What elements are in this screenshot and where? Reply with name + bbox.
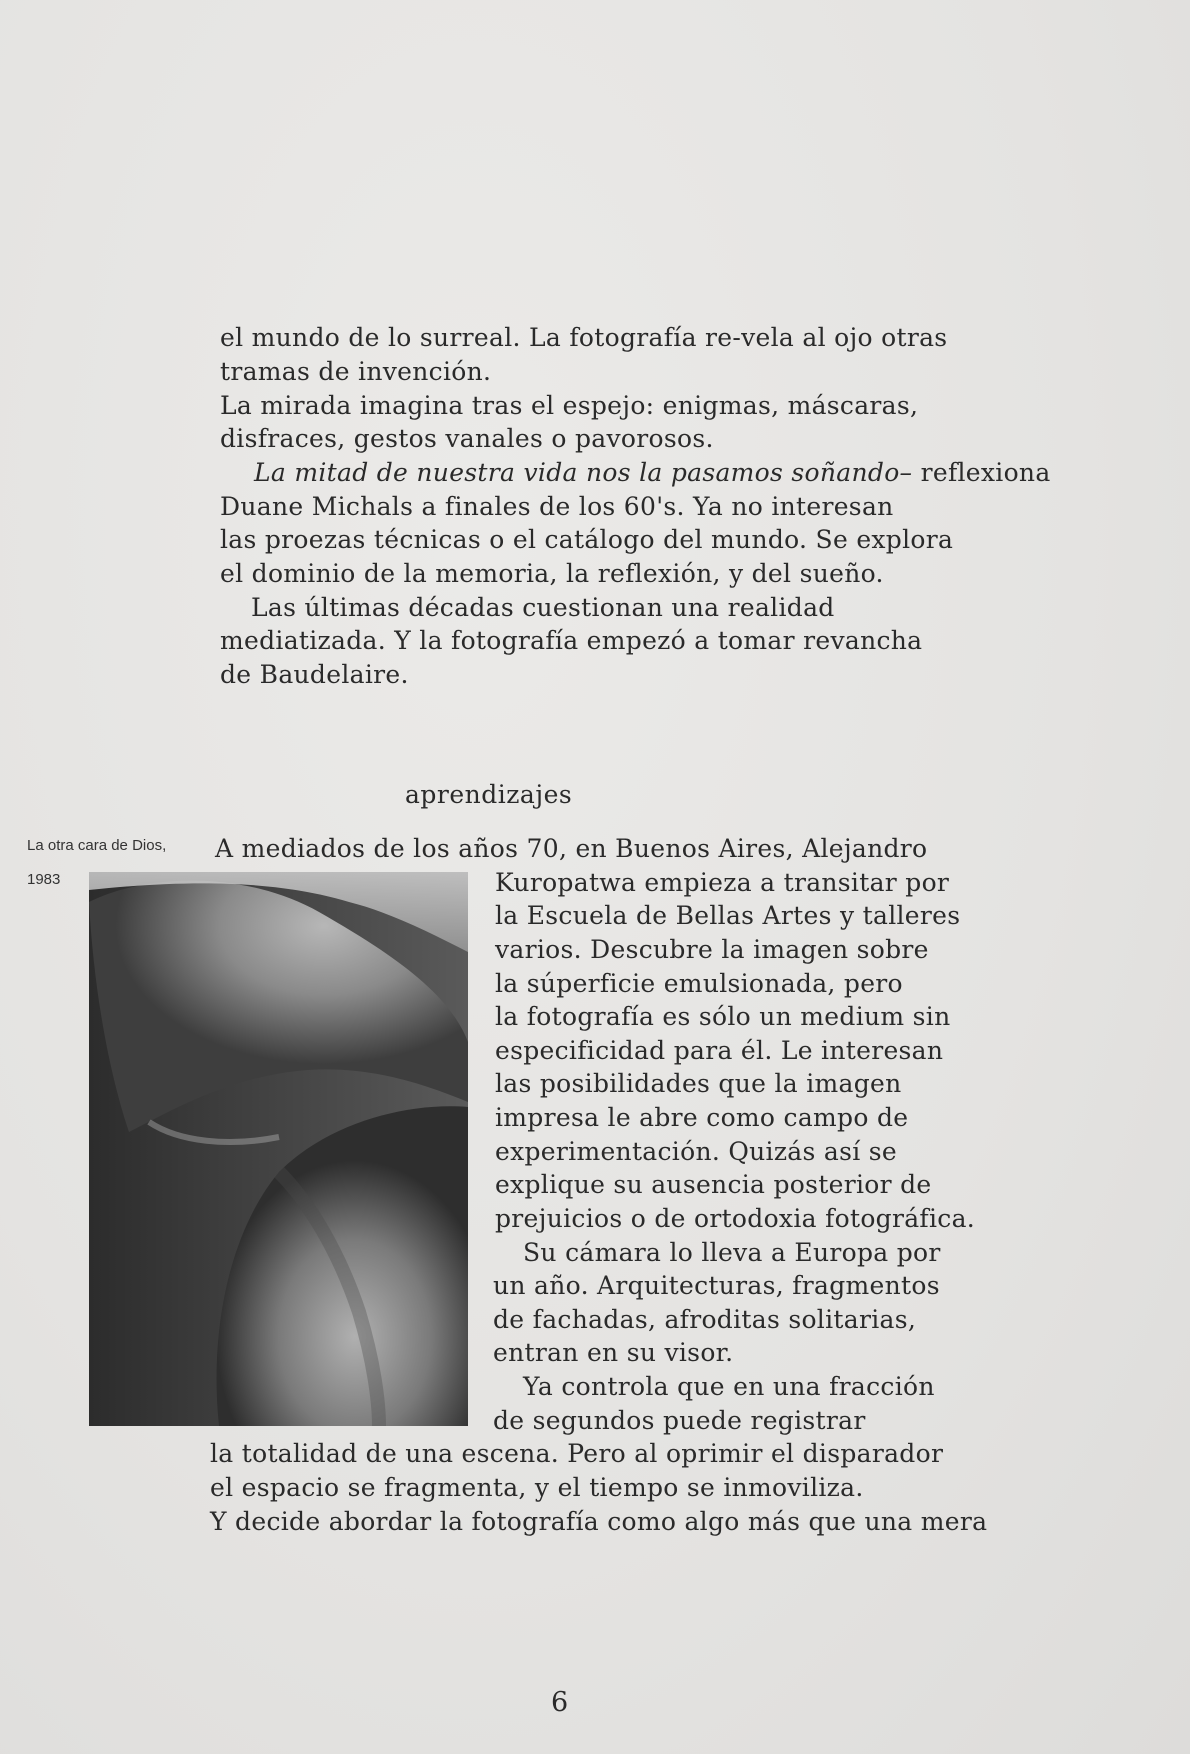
text-line: el mundo de lo surreal. La fotografía re-vela al ojo otras <box>220 323 948 352</box>
text-fragment: reflexiona <box>920 458 1051 487</box>
text-line: Y decide abordar la fotografía como algo más que una mera <box>210 1507 988 1536</box>
text-line: de fachadas, afroditas solitarias, <box>493 1305 917 1334</box>
text-line: Ya controla que en una fracción <box>523 1372 935 1401</box>
photograph <box>89 872 468 1426</box>
text-line: tramas de invención. <box>220 357 492 386</box>
text-line: mediatizada. Y la fotografía empezó a tomar revancha <box>220 626 923 655</box>
text-line: Kuropatwa empieza a transitar por <box>495 868 950 897</box>
page-number: 6 <box>551 1687 569 1718</box>
text-line: un año. Arquitecturas, fragmentos <box>493 1271 940 1300</box>
text-line: Las últimas décadas cuestionan una realidad <box>251 593 835 622</box>
text-line: las posibilidades que la imagen <box>495 1069 902 1098</box>
text-line: impresa le abre como campo de <box>495 1103 909 1132</box>
text-line: de segundos puede registrar <box>493 1406 866 1435</box>
text-line: A mediados de los años 70, en Buenos Aires, Alejandro <box>215 834 928 863</box>
text-line: Duane Michals a finales de los 60's. Ya no interesan <box>220 492 894 521</box>
section-heading: aprendizajes <box>405 780 573 809</box>
text-line: la totalidad de una escena. Pero al oprimir el disparador <box>210 1439 944 1468</box>
italic-quote: La mitad de nuestra vida nos la pasamos soñando– <box>254 458 921 487</box>
text-line: las proezas técnicas o el catálogo del mundo. Se explora <box>220 525 954 554</box>
text-line: de Baudelaire. <box>220 660 409 689</box>
text-line: la fotografía es sólo un medium sin <box>495 1002 951 1031</box>
photo-caption-year: 1983 <box>27 871 61 888</box>
text-line: especificidad para él. Le interesan <box>495 1036 944 1065</box>
text-line: La mirada imagina tras el espejo: enigmas, máscaras, <box>220 391 919 420</box>
text-line: entran en su visor. <box>493 1338 734 1367</box>
text-line: disfraces, gestos vanales o pavorosos. <box>220 424 714 453</box>
photograph-icon <box>89 872 468 1426</box>
text-line: la Escuela de Bellas Artes y talleres <box>495 901 961 930</box>
text-line: Su cámara lo lleva a Europa por <box>523 1238 941 1267</box>
text-line: prejuicios o de ortodoxia fotográfica. <box>495 1204 976 1233</box>
text-line: el espacio se fragmenta, y el tiempo se inmoviliza. <box>210 1473 864 1502</box>
text-line: el dominio de la memoria, la reflexión, y del sueño. <box>220 559 884 588</box>
text-line: experimentación. Quizás así se <box>495 1137 897 1166</box>
text-line-quote <box>254 456 1051 490</box>
text-line: varios. Descubre la imagen sobre <box>495 935 929 964</box>
photo-caption-title: La otra cara de Dios, <box>27 837 167 854</box>
text-line: la súperficie emulsionada, pero <box>495 969 903 998</box>
text-line: explique su ausencia posterior de <box>495 1170 932 1199</box>
